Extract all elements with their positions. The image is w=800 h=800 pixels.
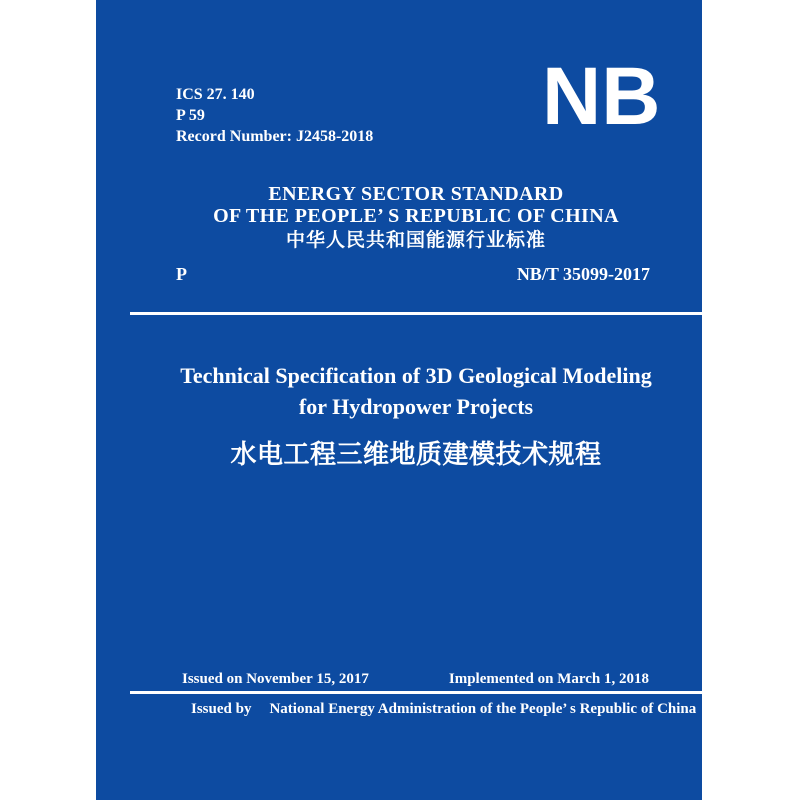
standard-header-cn: 中华人民共和国能源行业标准: [285, 230, 546, 251]
standard-cover: [96, 0, 702, 800]
standard-number: NB/T 35099-2017: [516, 264, 650, 284]
divider-line-bottom: [130, 691, 702, 694]
issued-date: Issued on November 15, 2017: [182, 671, 369, 687]
record-number: Record Number: J2458-2018: [176, 128, 374, 145]
standard-header: [130, 183, 702, 252]
code-row: [176, 264, 650, 285]
standard-header-en-line1: ENERGY SECTOR STANDARD: [268, 183, 564, 205]
classification-code: P 59: [176, 107, 205, 124]
title-en-line2: for Hydropower Projects: [298, 394, 534, 419]
meta-block: [176, 84, 373, 147]
title-cn: 水电工程三维地质建模技术规程: [230, 439, 602, 469]
implemented-date: Implemented on March 1, 2018: [448, 671, 649, 687]
title-en-line1: Technical Specification of 3D Geological Modeling: [180, 363, 652, 388]
issued-by-row: [191, 701, 702, 718]
ics-code: ICS 27. 140: [176, 86, 255, 103]
doc-class-code: P: [176, 264, 187, 284]
issued-by-value: National Energy Administration of the People’ s Republic of China: [269, 701, 697, 717]
dates-row: [182, 671, 649, 688]
divider-line-top: [130, 312, 702, 315]
nb-logo: NB: [542, 51, 661, 142]
title-block: [130, 360, 702, 469]
standard-header-en-line2: OF THE PEOPLE’ S REPUBLIC OF CHINA: [213, 205, 619, 227]
issued-by-label: Issued by: [191, 701, 252, 717]
